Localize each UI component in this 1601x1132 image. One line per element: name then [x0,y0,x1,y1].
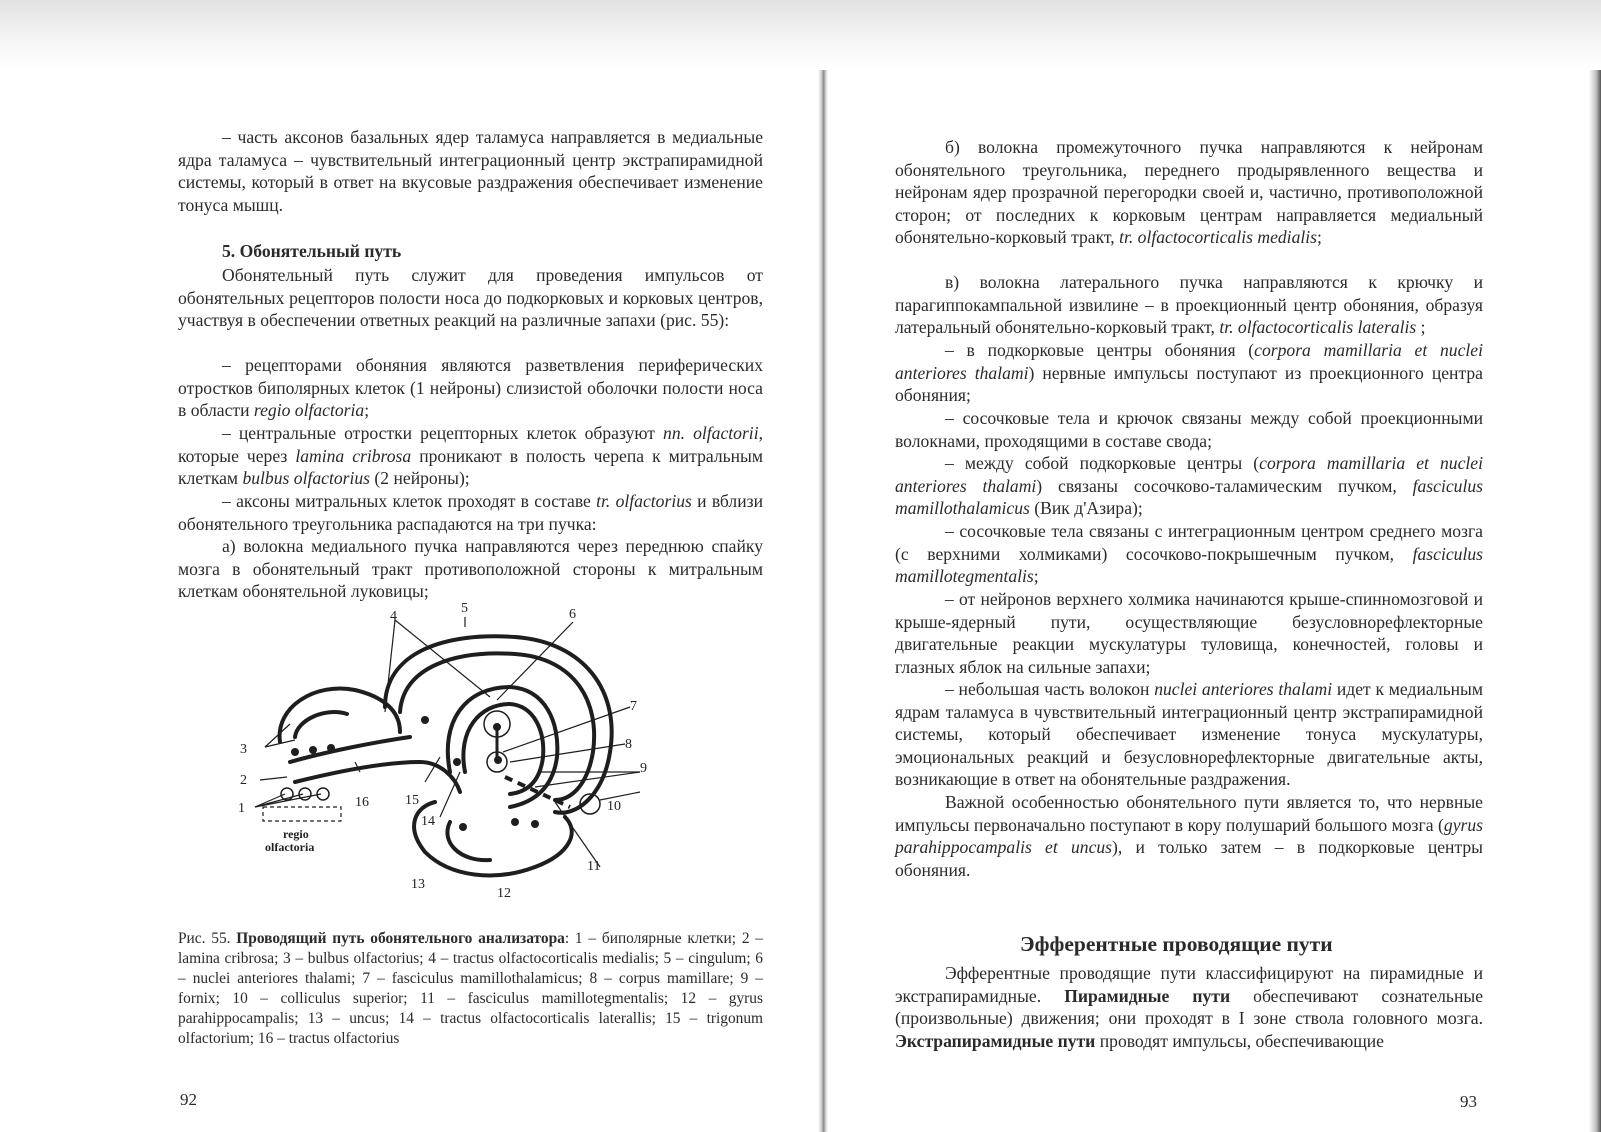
latin-term: tr. olfactocorticalis medialis [1119,227,1317,248]
figure-label-9: 9 [640,761,647,776]
paragraph [178,422,763,490]
text: ), и только затем – в подкорковые центры обоняния. [895,837,1483,880]
paragraph [895,678,1483,791]
text: идет к медиальным ядрам таламуса в чувствительный интеграционный центр экстрапирамидной системы, который обеспечивает изменение тонуса мускулатуры, эмоциональных реакций и безусловнорефлекторные двигательные акты, возникающие в ответ на обонятельные раздражения. [895,679,1484,790]
text: – аксоны митральных клеток проходят в составе [222,491,597,511]
latin-term: bulbus olfactorius [242,468,371,489]
figure-label-1: 1 [238,801,245,816]
latin-term: tr. olfactocorticalis lateralis [1219,317,1417,338]
text: ; [1033,566,1039,587]
latin-term: fasciculus mamillotegmentalis [895,543,1483,587]
paragraph [178,354,763,422]
text: (Вик д'Азира); [1029,498,1143,519]
latin-term: lamina cribrosa [295,445,412,466]
figure-region-label: olfactoria [265,840,315,854]
figure-label-10: 10 [607,799,621,814]
figure-label-13: 13 [411,877,425,892]
paragraph: Обонятельный путь служит для проведения импульсов от обонятельных рецепторов полости носа до подкорковых и корковых центров, участвуя в обеспечении ответных реакций на различные запахи (рис. 55): [178,265,763,331]
text: проникают в полость черепа к митральным клеткам [178,445,764,489]
section-heading: Эфферентные проводящие пути [1020,932,1333,956]
text: – в подкорковые центры обоняния ( [945,340,1255,360]
paragraph [895,962,1483,1052]
paragraph: – часть аксонов базальных ядер таламуса направляется в медиальные ядра таламуса – чувствительный интеграционный центр экстрапирамидной системы, который в ответ на вкусовые раздражения обеспечивает изменение тонуса мышц. [178,127,763,215]
text: в) волокна латерального пучка направляются к крючку и парагиппокампальной извилине – в проекционный центр обоняния, образуя латеральный обонятельно-корковый тракт, [895,272,1483,338]
figure-caption [178,929,763,1050]
paragraph: – от нейронов верхнего холмика начинаются крыше-спинномозговой и крыше-ядерный пути, осуществляющие безусловнорефлекторные двигательные реакции мускулатуры туловища, конечностей, головы и глазных яблок на сильные запахи; [895,589,1483,677]
section-title: 5. Обонятельный путь [222,241,402,261]
text: Эфферентные проводящие пути классифицируют на пирамидные и экстрапирамидные. [895,963,1483,1006]
paragraph [895,136,1483,249]
paragraph [895,339,1483,407]
text: ) нервные импульсы поступают из проекционного центра обоняния; [895,362,1483,406]
page-edge-shadow [1589,70,1601,1132]
text: ; [1316,227,1322,248]
figure-label-14: 14 [421,814,435,829]
figure-region-label: regio [283,827,309,841]
text: (2 нейроны); [370,468,470,489]
paragraph [895,452,1483,520]
text: б) волокна промежуточного пучка направляются к нейронам обонятельного треугольника, переднего продырявленного вещества и нейронам ядер прозрачной перегородки своей и, частично, противоположной сторон; от последних к корковым центрам направляется медиальный обонятельно-корковый тракт, [895,137,1483,248]
figure-label-4: 4 [390,609,397,624]
latin-term: corpora mamillaria et nuclei anteriores thalami [895,340,1483,383]
text: обеспечивают сознательные (произвольные) движения; они проходят в I зоне ствола головного мозга. [895,985,1483,1029]
figure-label-6: 6 [569,607,576,622]
text: , которые через [178,423,763,466]
text: и вблизи обонятельного треугольника распадаются на три пучка: [178,491,763,534]
figure-label-12: 12 [497,886,511,901]
caption-title: Проводящий путь обонятельного анализатора [236,930,565,947]
text: – небольшая часть волокон [945,679,1155,699]
paragraph [895,791,1483,881]
figure-label-2: 2 [240,773,247,788]
text: проводят импульсы, обеспечивающие [1095,1030,1384,1051]
bold-term: Экстрапирамидные пути [895,1030,1096,1051]
figure-label-3: 3 [240,742,247,757]
figure-label-7: 7 [630,699,637,714]
paragraph [895,520,1483,588]
text: Важной особенностью обонятельного пути является то, что нервные импульсы первоначально поступают в кору полушарий большого мозга ( [895,792,1483,835]
figure-label-11: 11 [587,859,601,874]
scan-top-shadow [0,0,1601,70]
latin-term: regio olfactoria [253,400,365,421]
paragraph [178,490,763,535]
text: – центральные отростки рецепторных клеток образуют [222,423,664,443]
paragraph: – сосочковые тела и крючок связаны между собой проекционными волокнами, проходящими в составе свода; [895,408,1483,451]
latin-term: nuclei anteriores thalami [1154,679,1333,699]
caption-prefix: Рис. 55. [178,930,237,947]
caption-body: : 1 – биполярные клетки; 2 – lamina cribrosa; 3 – bulbus olfactorius; 4 – tractus olfactocorticalis medialis; 5 – cingulum; 6 – nuclei anteriores thalami; 7 – fasciculus mamillothalamicus; 8 – corpus mamillare; 9 – fornix; 10 – colliculus superior; 11 – fasciculus mamillotegmentalis; 12 – gyrus parahippocampalis; 13 – uncus; 14 – tractus olfactocorticalis laterallis; 15 – trigonum olfactorium; 16 – tractus olfactorius [178,930,763,1048]
olfactory-pathway-figure [235,601,660,912]
latin-term: corpora mamillaria et nuclei anteriores thalami [895,453,1483,496]
figure-label-8: 8 [625,737,632,752]
page-number: 92 [180,1090,197,1109]
text: ; [364,400,370,421]
text: – сосочковые тела связаны с интеграционным центром среднего мозга (с верхними холмиками) сосочково-покрышечным пучком, [895,521,1483,564]
text: – рецепторами обоняния являются разветвления периферических отростков биполярных клеток (1 нейроны) слизистой оболочки полости носа в области [178,355,763,421]
text: ) связаны сосочково-таламическим пучком, [1036,475,1413,496]
figure-label-5: 5 [461,601,468,616]
latin-term: tr. olfactorius [596,491,692,511]
latin-term: gyrus parahippocampalis et uncus [895,814,1483,858]
latin-term: nn. olfactorii [663,423,759,443]
paragraph: а) волокна медиального пучка направляются через переднюю спайку мозга в обонятельный тракт противоположной стороны к митральным клеткам обонятельной луковицы; [178,536,763,602]
figure-label-15: 15 [405,793,419,808]
latin-term: fasciculus mamillothalamicus [895,475,1483,519]
page-number: 93 [1460,1092,1477,1111]
paragraph [895,271,1483,339]
text: – между собой подкорковые центры ( [945,453,1260,473]
book-spine [818,70,828,1132]
text: ; [1416,317,1426,338]
bold-term: Пирамидные пути [1064,985,1231,1006]
figure-label-16: 16 [355,795,369,810]
